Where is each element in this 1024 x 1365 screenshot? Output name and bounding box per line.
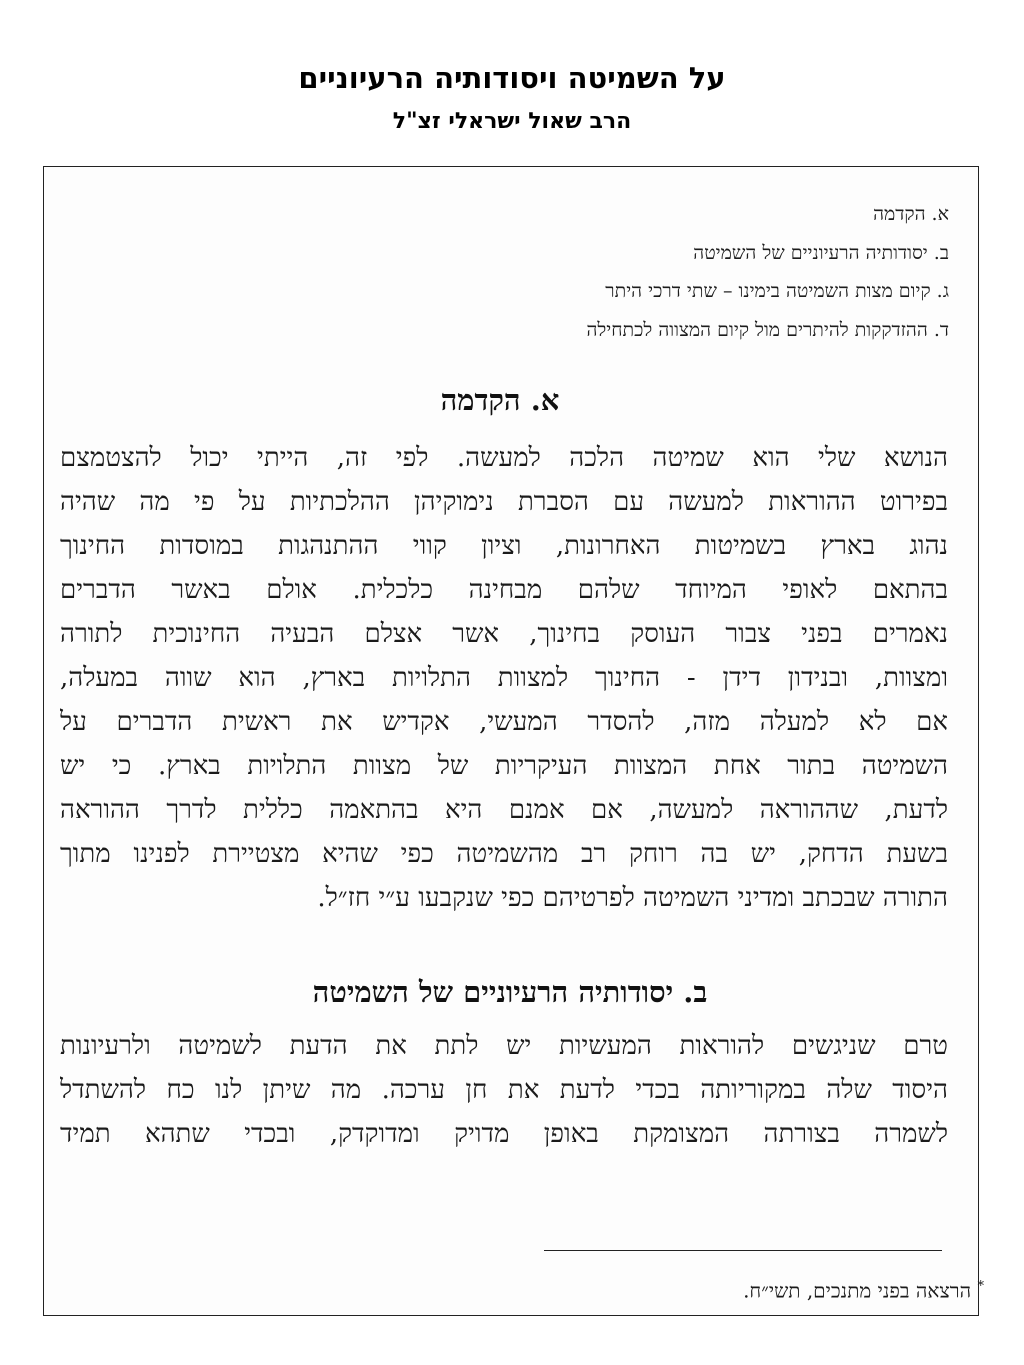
paragraph-line: הנושא שלי הוא שמיטה הלכה למעשה. לפי זה, הייתי יכול להצטמצם [60,443,948,473]
footnote-text: הרצאה בפני מתנכים, תשי״ח. [743,1278,972,1303]
paragraph-line: היסוד שלה במקוריותה בכדי לדעת את חן ערכה. מה שיתן לנו כח להשתדל [60,1075,948,1105]
page-title: על השמיטה ויסודותיה הרעיוניים [298,61,726,95]
toc-item: ד. ההזדקקות להיתרים מול קיום המצווה לכתחילה [586,318,949,341]
paragraph-line: לדעת, שההוראה למעשה, אם אמנם היא בהתאמה כללית לדרך ההוראה [60,795,948,825]
toc-item: ב. יסודותיה הרעיוניים של השמיטה [693,241,949,264]
paragraph-line: נהוג בארץ בשמיטות האחרונות, וציון קווי ההתנהגות במוסדות החינוך [60,531,948,561]
footnote [743,1270,984,1308]
toc-item: א. הקדמה [873,203,949,225]
paragraph-line: נאמרים בפני צבור העוסק בחינוך, אשר אצלם הבעיה החינוכית לתורה [60,619,948,649]
footnote-mark: * [977,1279,984,1294]
table-of-contents [586,196,949,350]
section-b-paragraph [60,1024,948,1156]
footnote-divider [544,1250,942,1251]
paragraph-line: בפירוט ההוראות למעשה עם הסברת נימוקיהן ההלכתיות על פי מה שהיה [60,487,948,517]
paragraph-line: השמיטה בתור אחת המצוות העיקריות של מצוות התלויות בארץ. כי יש [60,751,948,781]
section-a-paragraph [60,436,948,920]
toc-item: ג. קיום מצות השמיטה בימינו – שתי דרכי היתר [605,280,949,302]
paragraph-line: ומצוות, ובנידון דידן - החינוך למצוות התלויות בארץ, הוא שווה במעלה, [60,663,948,693]
paragraph-line: אם לא למעלה מזה, להסדר המעשי, אקדיש את ראשית הדברים על [60,707,948,737]
paragraph-line: התורה שבכתב ומדיני השמיטה לפרטיהם כפי שנקבעו ע״י חז״ל. [317,883,948,913]
section-b-heading: ב. יסודותיה הרעיוניים של השמיטה [312,975,708,1009]
section-a-heading: א. הקדמה [440,383,560,417]
paragraph-line: בהתאם לאופי המיוחד שלהם מבחינה כלכלית. אולם באשר הדברים [60,575,948,605]
paragraph-line: בשעת הדחק, יש בה רוחק רב מהשמיטה כפי שהיא מצטיירת לפנינו מתוך [60,839,948,869]
paragraph-line: טרם שניגשים להוראות המעשיות יש לתת את הדעת לשמיטה ולרעיונות [60,1031,948,1061]
paragraph-line: לשמרה בצורתה המצומקת באופן מדויק ומדוקדק, ובכדי שתהא תמיד [60,1119,948,1149]
page-subtitle: הרב שאול ישראלי זצ"ל [392,109,632,134]
